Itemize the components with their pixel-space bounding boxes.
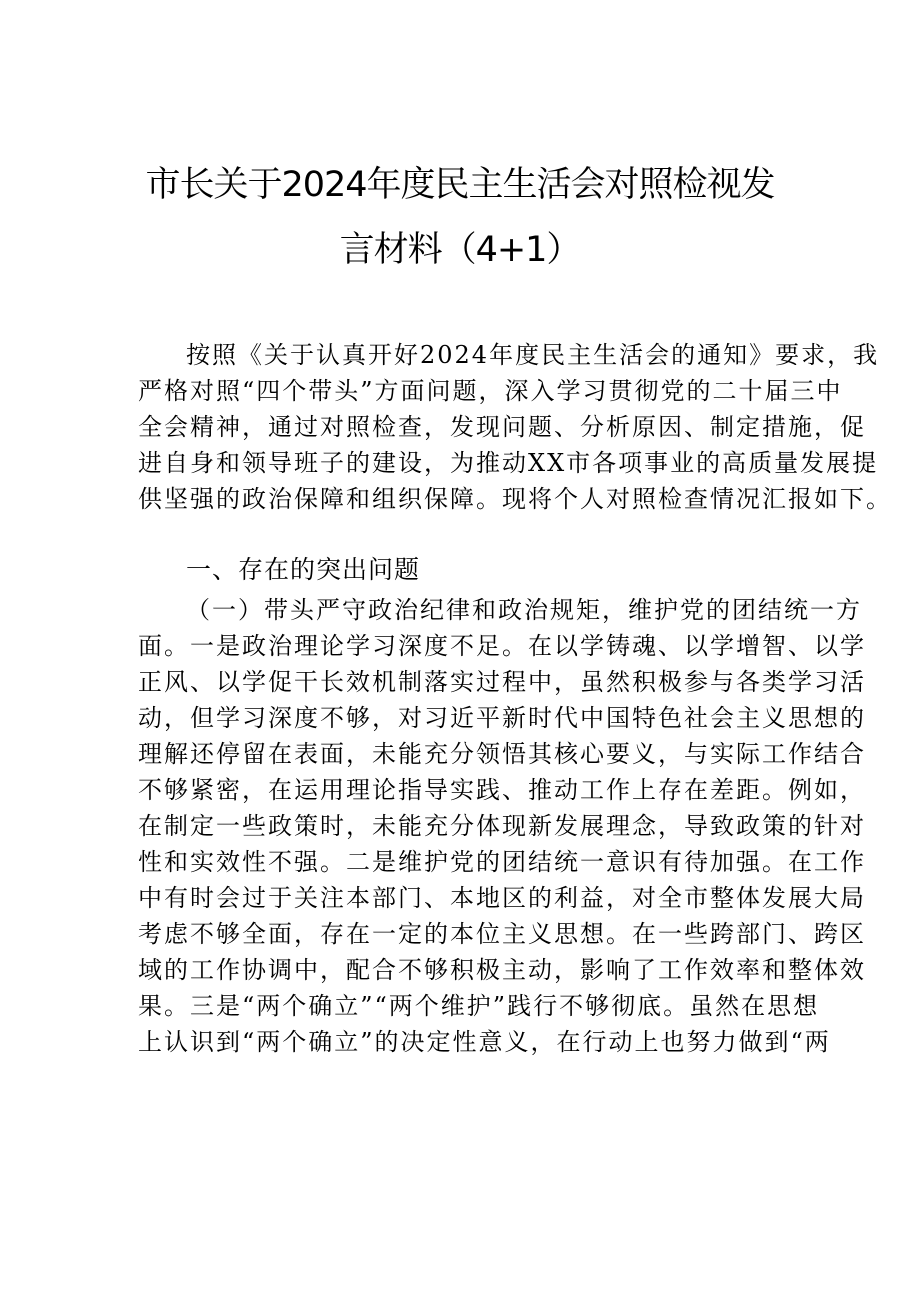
- paragraph-line: 性和实效性不强。二是维护党的团结统一意识有待加强。在工作: [138, 848, 866, 876]
- section-paragraph: [138, 592, 866, 1060]
- paragraph-line: 动，但学习深度不够，对习近平新时代中国特色社会主义思想的: [138, 704, 866, 732]
- paragraph-line: 考虑不够全面，存在一定的本位主义思想。在一些跨部门、跨区: [138, 920, 866, 948]
- paragraph-line: 果。三是“两个确立”“两个维护”践行不够彻底。虽然在思想: [138, 992, 820, 1020]
- paragraph-line: 上认识到“两个确立”的决定性意义，在行动上也努力做到“两: [138, 1028, 831, 1056]
- paragraph-line: 全会精神，通过对照检查，发现问题、分析原因、制定措施，促: [138, 413, 866, 441]
- paragraph-line: 在制定一些政策时，未能充分体现新发展理念，导致政策的针对: [138, 812, 866, 840]
- document-title-line-1: 市长关于2024年度民主生活会对照检视发: [145, 165, 775, 205]
- paragraph-line: 正风、以学促干长效机制落实过程中，虽然积极参与各类学习活: [138, 668, 866, 696]
- document-title-line-2: 言材料（4+1）: [339, 230, 581, 270]
- paragraph-line: （一）带头严守政治纪律和政治规矩，维护党的团结统一方: [186, 596, 862, 624]
- paragraph-line: 域的工作协调中，配合不够积极主动，影响了工作效率和整体效: [138, 956, 866, 984]
- paragraph-line: 不够紧密，在运用理论指导实践、推动工作上存在差距。例如，: [138, 776, 866, 804]
- paragraph-line: 理解还停留在表面，未能充分领悟其核心要义，与实际工作结合: [138, 740, 866, 768]
- intro-paragraph: [138, 337, 892, 517]
- section-heading: 一、存在的突出问题: [186, 555, 421, 584]
- paragraph-line: 按照《关于认真开好2024年度民主生活会的通知》要求，我: [186, 341, 880, 369]
- paragraph-line: 面。一是政治理论学习深度不足。在以学铸魂、以学增智、以学: [138, 632, 866, 660]
- paragraph-line: 供坚强的政治保障和组织保障。现将个人对照检查情况汇报如下。: [138, 485, 892, 513]
- paragraph-line: 严格对照“四个带头”方面问题，深入学习贯彻党的二十届三中: [138, 377, 843, 405]
- paragraph-line: 中有时会过于关注本部门、本地区的利益，对全市整体发展大局: [138, 884, 866, 912]
- paragraph-line: 进自身和领导班子的建设，为推动XX市各项事业的高质量发展提: [138, 449, 879, 477]
